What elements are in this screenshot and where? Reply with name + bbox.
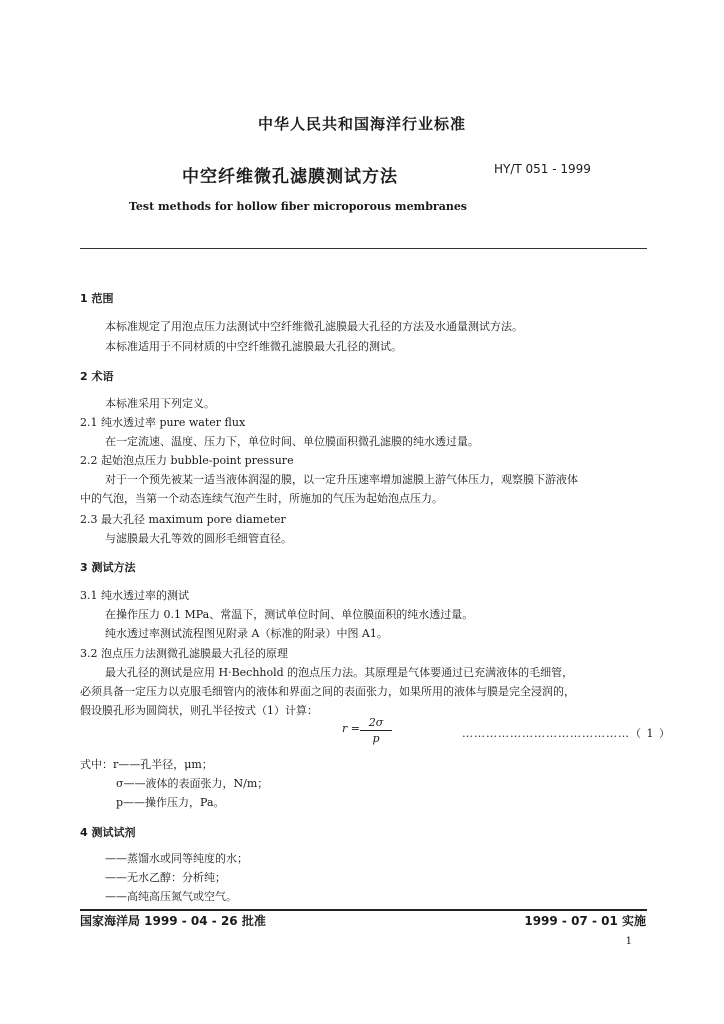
document-title: 中空纤维微孔滤膜测试方法 — [182, 167, 398, 187]
formula-number-leader: ……………………………………（ 1 ） — [462, 727, 671, 740]
formula-denominator: p — [372, 732, 380, 745]
formula-lhs: r = — [342, 722, 360, 735]
section-1-heading: 1 范围 — [80, 292, 114, 305]
standard-org-title: 中华人民共和国海洋行业标准 — [257, 115, 466, 133]
section-1-para-2: 本标准适用于不同材质的中空纤维微孔滤膜最大孔径的测试。 — [105, 340, 402, 353]
term-2-1-definition: 在一定流速、温度、压力下，单位时间、单位膜面积微孔滤膜的纯水透过量。 — [105, 435, 479, 448]
section-1-para-1: 本标准规定了用泡点压力法测试中空纤维微孔滤膜最大孔径的方法及水通量测试方法。 — [105, 320, 523, 333]
reagent-item-1: ——蒸馏水或同等纯度的水； — [105, 852, 248, 865]
header-rule — [80, 248, 647, 249]
effective-date: 1999 - 07 - 01 实施 — [524, 914, 646, 928]
clause-3-2-para-line-2: 必须具备一定压力以克服毛细管内的液体和界面之间的表面张力，如果所用的液体与膜是完全浸润的， — [80, 685, 575, 698]
clause-3-2: 3.2 泡点压力法测微孔滤膜最大孔径的原理 — [80, 647, 288, 660]
section-2-intro: 本标准采用下列定义。 — [105, 397, 215, 410]
term-2-3-definition: 与滤膜最大孔等效的圆形毛细管直径。 — [105, 532, 292, 545]
where-line-1: 式中：r——孔半径，μm； — [80, 758, 213, 771]
where-line-2: σ——液体的表面张力，N/m； — [116, 777, 269, 790]
formula-numerator: 2σ — [360, 716, 392, 731]
clause-3-1-para-2: 纯水透过率测试流程图见附录 A（标准的附录）中图 A1。 — [105, 627, 388, 640]
term-2-2-definition-line-1: 对于一个预先被某一适当液体润湿的膜，以一定升压速率增加滤膜上游气体压力，观察膜下游液体 — [105, 473, 578, 486]
clause-3-1-para-1: 在操作压力 0.1 MPa、常温下，测试单位时间、单位膜面积的纯水透过量。 — [105, 608, 474, 621]
reagent-item-2: ——无水乙醇：分析纯； — [105, 871, 226, 884]
where-line-3: p——操作压力，Pa。 — [116, 796, 225, 809]
english-title: Test methods for hollow fiber microporous membranes — [128, 200, 468, 213]
clause-3-2-para-line-3: 假设膜孔形为圆筒状，则孔半径按式（1）计算： — [80, 704, 318, 717]
section-3-heading: 3 测试方法 — [80, 561, 136, 574]
term-2-2: 2.2 起始泡点压力 bubble-point pressure — [80, 454, 294, 467]
standard-code: HY/T 051 - 1999 — [494, 162, 591, 176]
page-number: 1 — [625, 936, 632, 947]
section-4-heading: 4 测试试剂 — [80, 826, 136, 839]
section-2-heading: 2 术语 — [80, 370, 114, 383]
approval-date: 国家海洋局 1999 - 04 - 26 批准 — [80, 914, 266, 928]
formula-fraction — [360, 716, 392, 745]
term-2-3: 2.3 最大孔径 maximum pore diameter — [80, 513, 286, 526]
term-2-1: 2.1 纯水透过率 pure water flux — [80, 416, 246, 429]
term-2-2-definition-line-2: 中的气泡，当第一个动态连续气泡产生时，所施加的气压为起始泡点压力。 — [80, 492, 443, 505]
reagent-item-3: ——高纯高压氮气或空气。 — [105, 890, 237, 903]
clause-3-2-para-line-1: 最大孔径的测试是应用 H·Bechhold 的泡点压力法。其原理是气体要通过已充满液体的毛细管， — [105, 666, 574, 679]
clause-3-1: 3.1 纯水透过率的测试 — [80, 589, 189, 602]
footer-rule — [80, 909, 647, 911]
